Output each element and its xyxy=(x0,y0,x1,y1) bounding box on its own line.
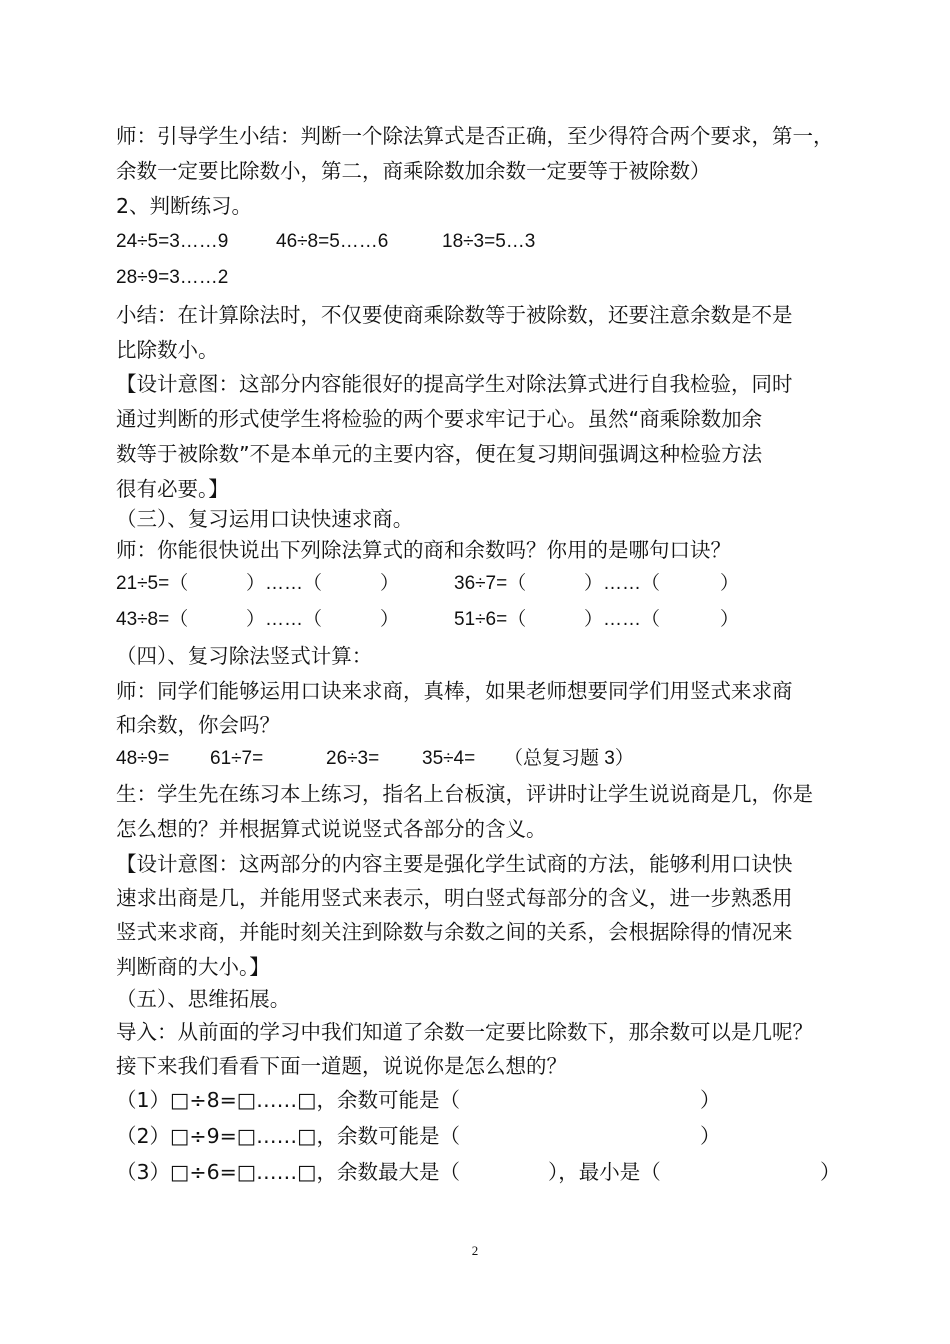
quick-item-4-left: 51÷6=（ xyxy=(454,609,527,630)
section-three-heading: （三）、复习运用口诀快速求商。 xyxy=(116,507,414,531)
extension-item-3-close: ） xyxy=(820,1160,841,1184)
extension-item-3-mid: ），最小是（ xyxy=(548,1160,661,1184)
quick-item-3-right: ） xyxy=(380,609,400,630)
section-four-heading: （四）、复习除法竖式计算： xyxy=(116,644,373,668)
design-intent-2-line-1: 【设计意图：这两部分的内容主要是强化学生试商的方法，能够利用口诀快 xyxy=(116,852,793,876)
judge-item-1: 24÷5=3……9 xyxy=(116,231,229,252)
extension-item-2-text: （2）□÷9=□……□，余数可能是（ xyxy=(116,1124,461,1148)
intro-line-2: 接下来我们看看下面一道题，说说你是怎么想的？ xyxy=(116,1054,567,1078)
intro-line-1: 导入：从前面的学习中我们知道了余数一定要比除数下，那余数可以是几呢？ xyxy=(116,1020,813,1044)
quick-item-1-right: ） xyxy=(380,573,400,594)
design-intent-1-line-3: 数等于被除数”不是本单元的主要内容，便在复习期间强调这种检验方法 xyxy=(116,442,763,466)
vertical-item-3: 26÷3= xyxy=(326,748,380,769)
summary-line-1: 小结：在计算除法时，不仅要使商乘除数等于被除数，还要注意余数是不是 xyxy=(116,303,793,327)
teacher-vertical-line-1: 师：同学们能够运用口诀来求商，真棒，如果老师想要同学们用竖式来求商 xyxy=(116,679,793,703)
quick-item-3-mid: ）……（ xyxy=(246,609,323,630)
student-line-1: 生：学生先在练习本上练习，指名上台板演，评讲时让学生说说商是几，你是 xyxy=(116,782,813,806)
quick-item-2-left: 36÷7=（ xyxy=(454,573,527,594)
section-judge-practice: 2、判断练习。 xyxy=(116,194,253,218)
page-number: 2 xyxy=(471,1243,479,1258)
design-intent-2-line-4: 判断商的大小。】 xyxy=(116,955,270,979)
vertical-item-2: 61÷7= xyxy=(210,748,264,769)
judge-item-4: 28÷9=3……2 xyxy=(116,267,229,288)
quick-item-1-left: 21÷5=（ xyxy=(116,573,189,594)
teacher-question-line: 师：你能很快说出下列除法算式的商和余数吗？你用的是哪句口诀？ xyxy=(116,538,731,562)
teacher-summary-line-2: 余数一定要比除数小，第二，商乘除数加余数一定要等于被除数） xyxy=(116,159,711,183)
extension-item-2-close: ） xyxy=(700,1124,721,1148)
quick-item-4-mid: ）……（ xyxy=(584,609,661,630)
quick-item-2-right: ） xyxy=(720,573,740,594)
design-intent-2-line-3: 竖式来求商，并能时刻关注到除数与余数之间的关系，会根据除得的情况来 xyxy=(116,920,793,944)
design-intent-1-line-1: 【设计意图：这部分内容能很好的提高学生对除法算式进行自我检验，同时 xyxy=(116,372,793,396)
section-five-heading: （五）、思维拓展。 xyxy=(116,987,291,1011)
vertical-item-4: 35÷4= xyxy=(422,748,476,769)
judge-item-3: 18÷3=5…3 xyxy=(442,231,536,252)
student-line-2: 怎么想的？并根据算式说说竖式各部分的含义。 xyxy=(116,817,547,841)
quick-item-4-right: ） xyxy=(720,609,740,630)
teacher-summary-line-1: 师：引导学生小结：判断一个除法算式是否正确，至少得符合两个要求，第一， xyxy=(116,124,834,148)
extension-item-1-close: ） xyxy=(700,1088,721,1112)
design-intent-2-line-2: 速求出商是几，并能用竖式来表示，明白竖式每部分的含义，进一步熟悉用 xyxy=(116,886,793,910)
teacher-vertical-line-2: 和余数，你会吗？ xyxy=(116,713,280,737)
quick-item-3-left: 43÷8=（ xyxy=(116,609,189,630)
extension-item-3-text: （3）□÷6=□……□，余数最大是（ xyxy=(116,1160,461,1184)
summary-line-2: 比除数小。 xyxy=(116,338,219,362)
review-problem-note: （总复习题 3） xyxy=(504,748,634,769)
quick-item-2-mid: ）……（ xyxy=(584,573,661,594)
quick-item-1-mid: ）……（ xyxy=(246,573,323,594)
design-intent-1-line-2: 通过判断的形式使学生将检验的两个要求牢记于心。虽然“商乘除数加余 xyxy=(116,407,763,431)
extension-item-1-text: （1）□÷8=□……□，余数可能是（ xyxy=(116,1088,461,1112)
design-intent-1-line-4: 很有必要。】 xyxy=(116,477,229,501)
judge-item-2: 46÷8=5……6 xyxy=(276,231,389,252)
vertical-item-1: 48÷9= xyxy=(116,748,170,769)
